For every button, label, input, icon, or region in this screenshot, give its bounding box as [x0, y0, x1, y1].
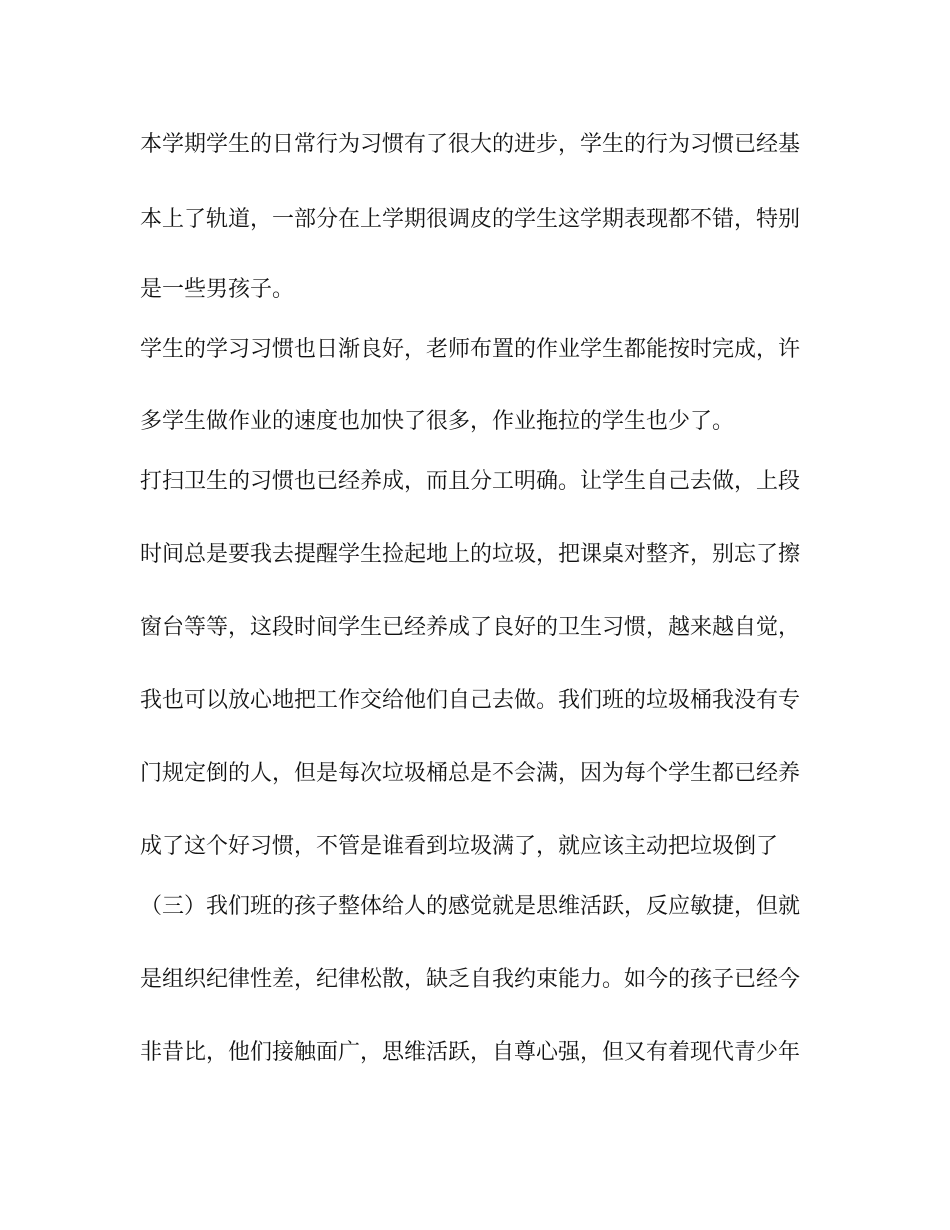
paragraph-2-line-1: 学生的学习习惯也日渐良好，老师布置的作业学生都能按时完成，许 [140, 337, 801, 362]
paragraph-3-line-4: 我也可以放心地把工作交给他们自己去做。我们班的垃圾桶我没有专 [140, 688, 801, 713]
paragraph-3-line-6: 成了这个好习惯，不管是谁看到垃圾满了，就应该主动把垃圾倒了 [140, 834, 779, 859]
paragraph-1-line-2: 本上了轨道，一部分在上学期很调皮的学生这学期表现都不错，特别 [140, 207, 801, 232]
paragraph-4-line-2: 是组织纪律性差，纪律松散，缺乏自我约束能力。如今的孩子已经今 [140, 967, 801, 992]
paragraph-2-line-2: 多学生做作业的速度也加快了很多，作业拖拉的学生也少了。 [140, 409, 735, 434]
paragraph-1-line-1: 本学期学生的日常行为习惯有了很大的进步，学生的行为习惯已经基 [140, 132, 801, 157]
paragraph-3-line-2: 时间总是要我去提醒学生捡起地上的垃圾，把课桌对整齐，别忘了擦 [140, 542, 801, 567]
paragraph-3-line-3: 窗台等等，这段时间学生已经养成了良好的卫生习惯，越来越自觉， [140, 615, 801, 640]
paragraph-1-line-3: 是一些男孩子。 [140, 277, 295, 302]
paragraph-3-line-1: 打扫卫生的习惯也已经养成，而且分工明确。让学生自己去做，上段 [140, 469, 801, 494]
paragraph-3-line-5: 门规定倒的人，但是每次垃圾桶总是不会满，因为每个学生都已经养 [140, 761, 801, 786]
paragraph-4-line-1: （三）我们班的孩子整体给人的感觉就是思维活跃，反应敏捷，但就 [140, 894, 801, 919]
paragraph-4-line-3: 非昔比，他们接触面广，思维活跃，自尊心强，但又有着现代青少年 [140, 1040, 801, 1065]
